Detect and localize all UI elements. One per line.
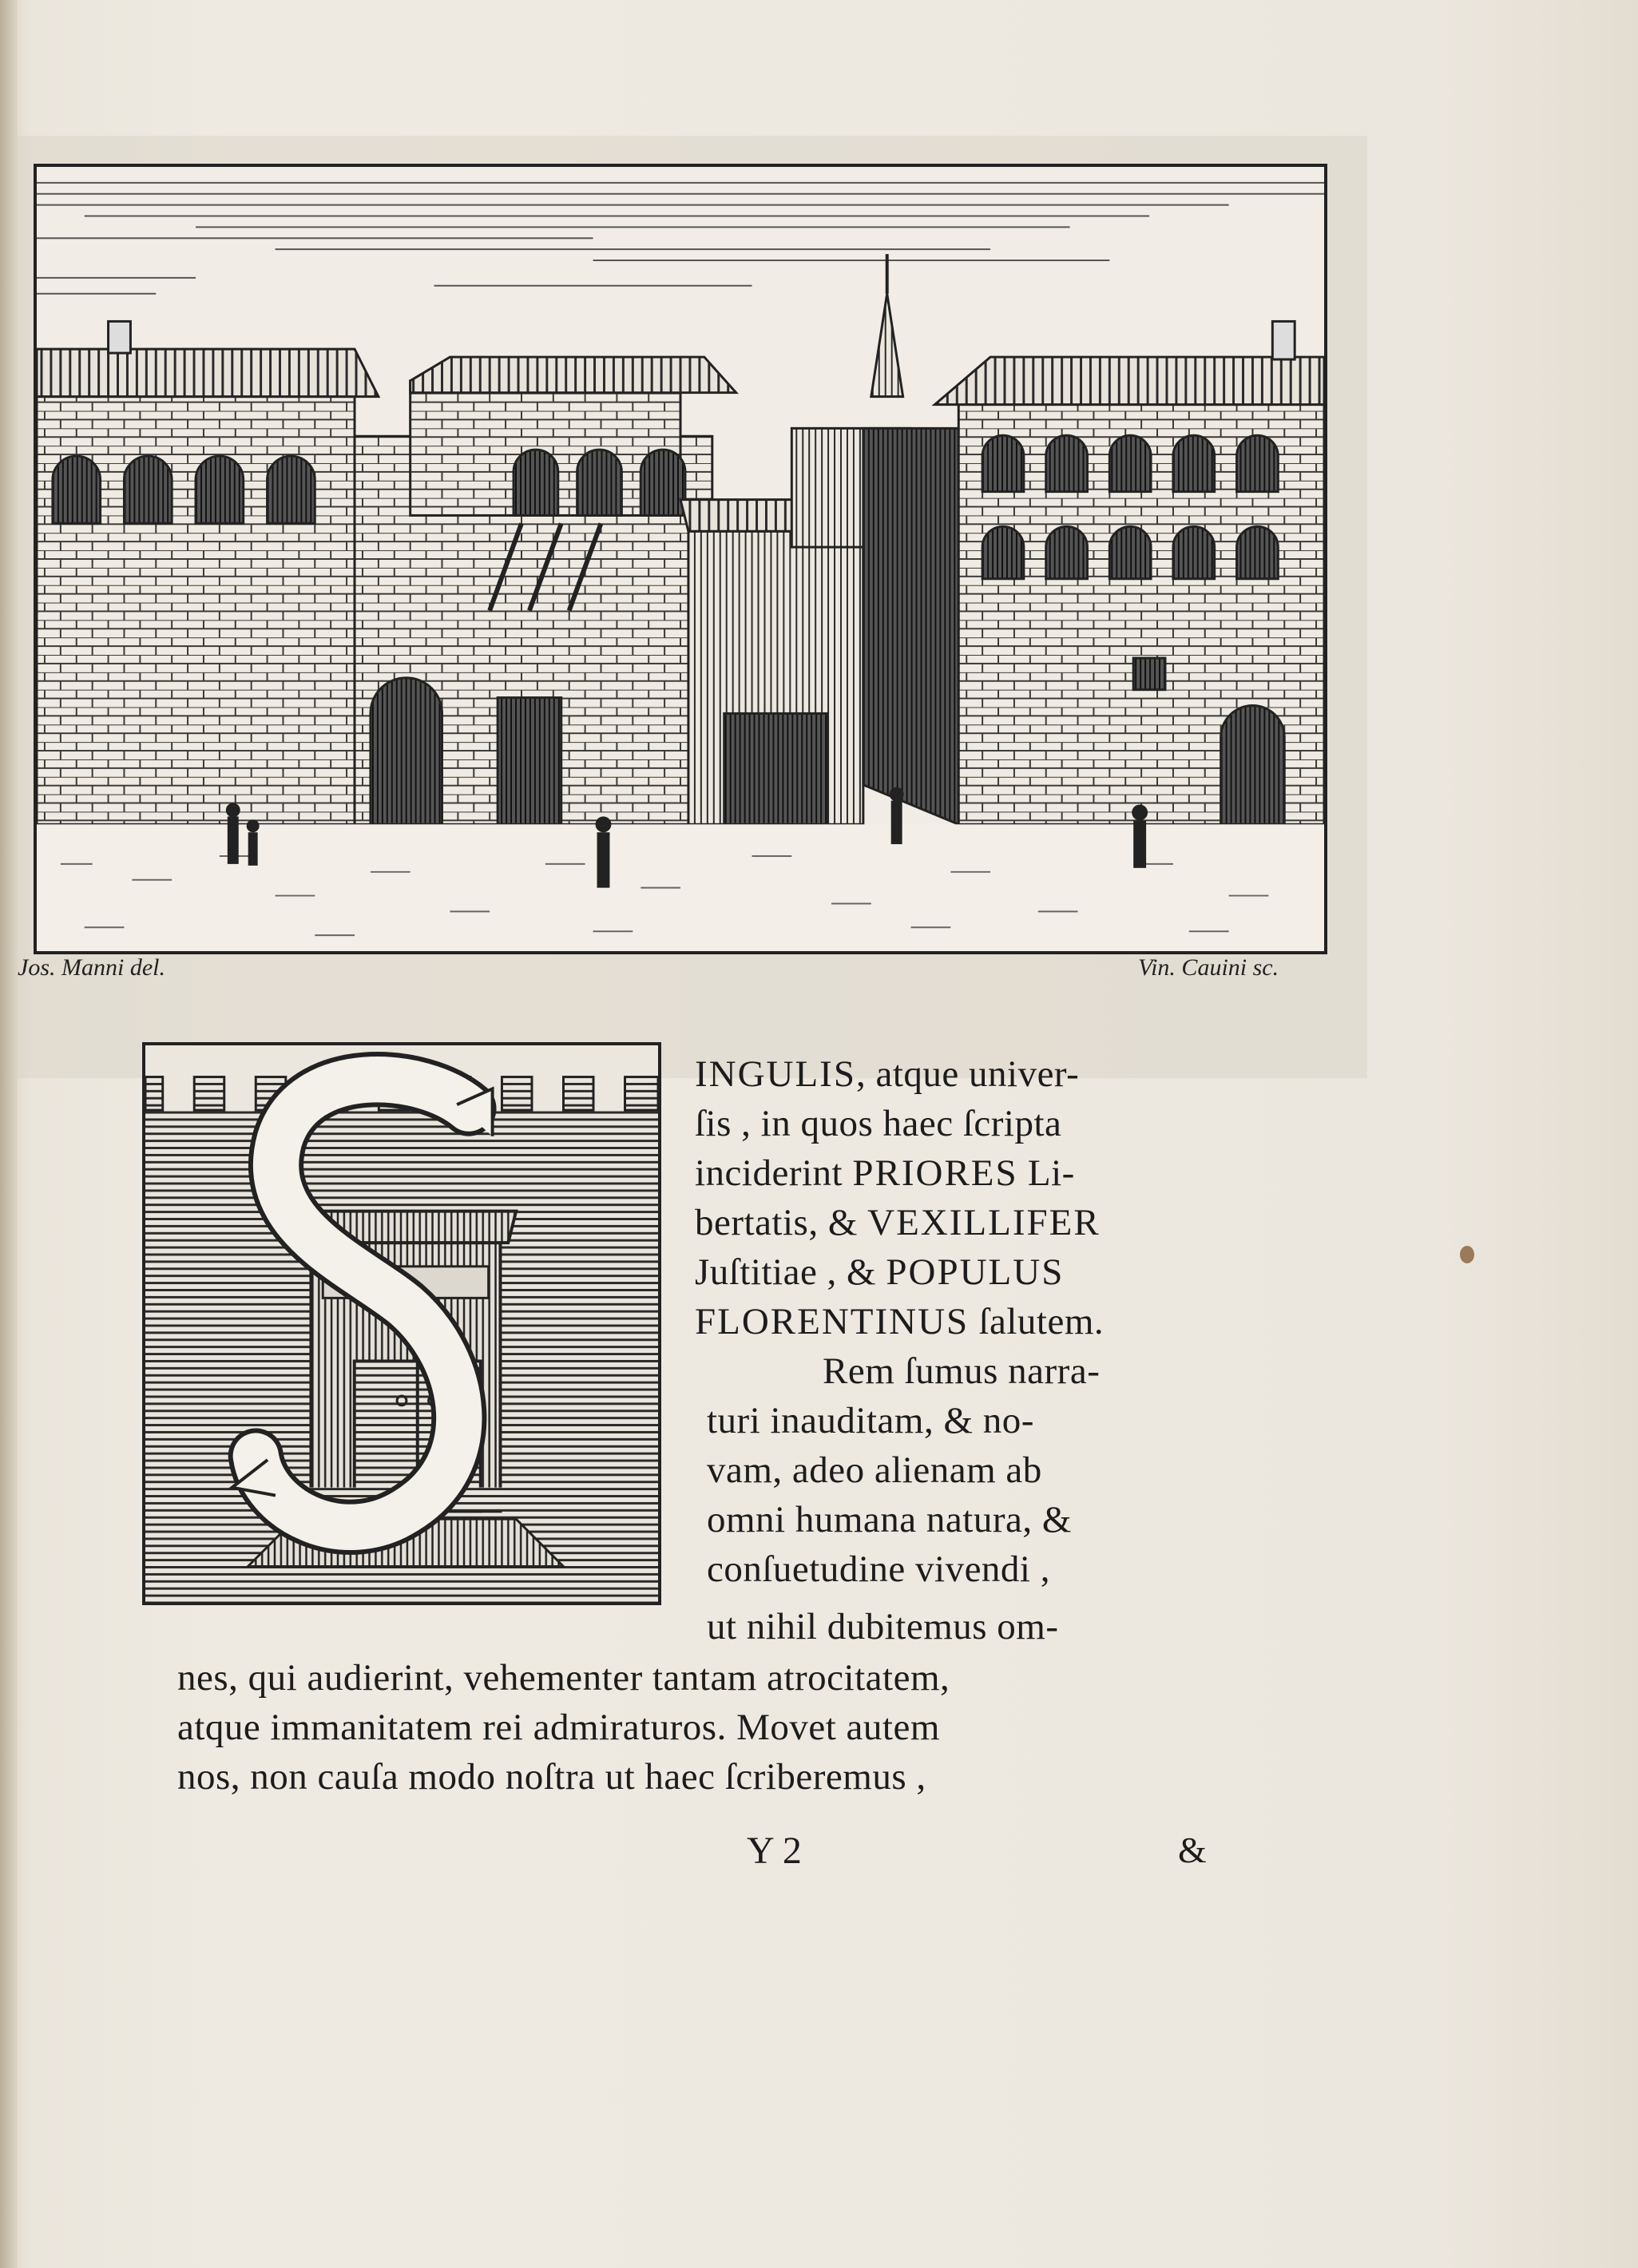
text-line-8: turi inauditam, & no-: [707, 1400, 1034, 1441]
text-line-2: ſis , in quos haec ſcripta: [695, 1103, 1062, 1144]
text-line-5: [695, 1251, 1064, 1294]
florence-street-engraving: [37, 167, 1324, 951]
text-line-6: [695, 1300, 1104, 1343]
engraving-plate: [34, 164, 1327, 954]
decorated-initial: [142, 1042, 661, 1605]
text-line-5-a: Juſtitiae , &: [695, 1251, 886, 1293]
text-line-1-rest: , atque univer-: [855, 1053, 1080, 1095]
engraver-credit: Vin. Cauini sc.: [1138, 954, 1279, 981]
text-line-10: omni humana natura, &: [707, 1499, 1072, 1540]
initial-s-illustration: [145, 1045, 658, 1602]
text-line-3-a: inciderint: [695, 1152, 853, 1194]
text-line-1: [695, 1053, 1079, 1096]
page-gutter-edge: [0, 0, 18, 2268]
signature-mark: Y 2: [747, 1830, 802, 1872]
text-line-11: conſuetudine vivendi ,: [707, 1548, 1050, 1590]
text-line-4-a: bertatis, &: [695, 1202, 868, 1243]
text-line-13: nes, qui audierint, vehementer tantam atrocitatem,: [177, 1657, 950, 1699]
text-line-3: [695, 1152, 1075, 1195]
text-line-12: ut nihil dubitemus om-: [707, 1606, 1059, 1647]
text-line-4: [695, 1201, 1101, 1244]
text-line-9: vam, adeo alienam ab: [707, 1449, 1042, 1491]
foxing-spot: [1460, 1246, 1474, 1263]
text-line-3-b: Li-: [1017, 1152, 1075, 1194]
text-line-15: nos, non cauſa modo noſtra ut haec ſcriberemus ,: [177, 1756, 926, 1798]
opening-word-caps: INGULIS: [695, 1053, 856, 1095]
populus-caps: POPULUS: [886, 1251, 1065, 1293]
draughtsman-credit: Jos. Manni del.: [18, 954, 165, 981]
florentinus-caps: FLORENTINUS: [695, 1301, 970, 1342]
text-line-14: atque immanitatem rei admiraturos. Movet autem: [177, 1707, 940, 1748]
text-line-6-b: ſalutem.: [969, 1301, 1105, 1342]
priores-caps: PRIORES: [852, 1152, 1018, 1194]
text-line-7: Rem ſumus narra-: [823, 1350, 1101, 1392]
vexillifer-caps: VEXILLIFER: [867, 1202, 1101, 1243]
catchword: &: [1178, 1830, 1207, 1870]
